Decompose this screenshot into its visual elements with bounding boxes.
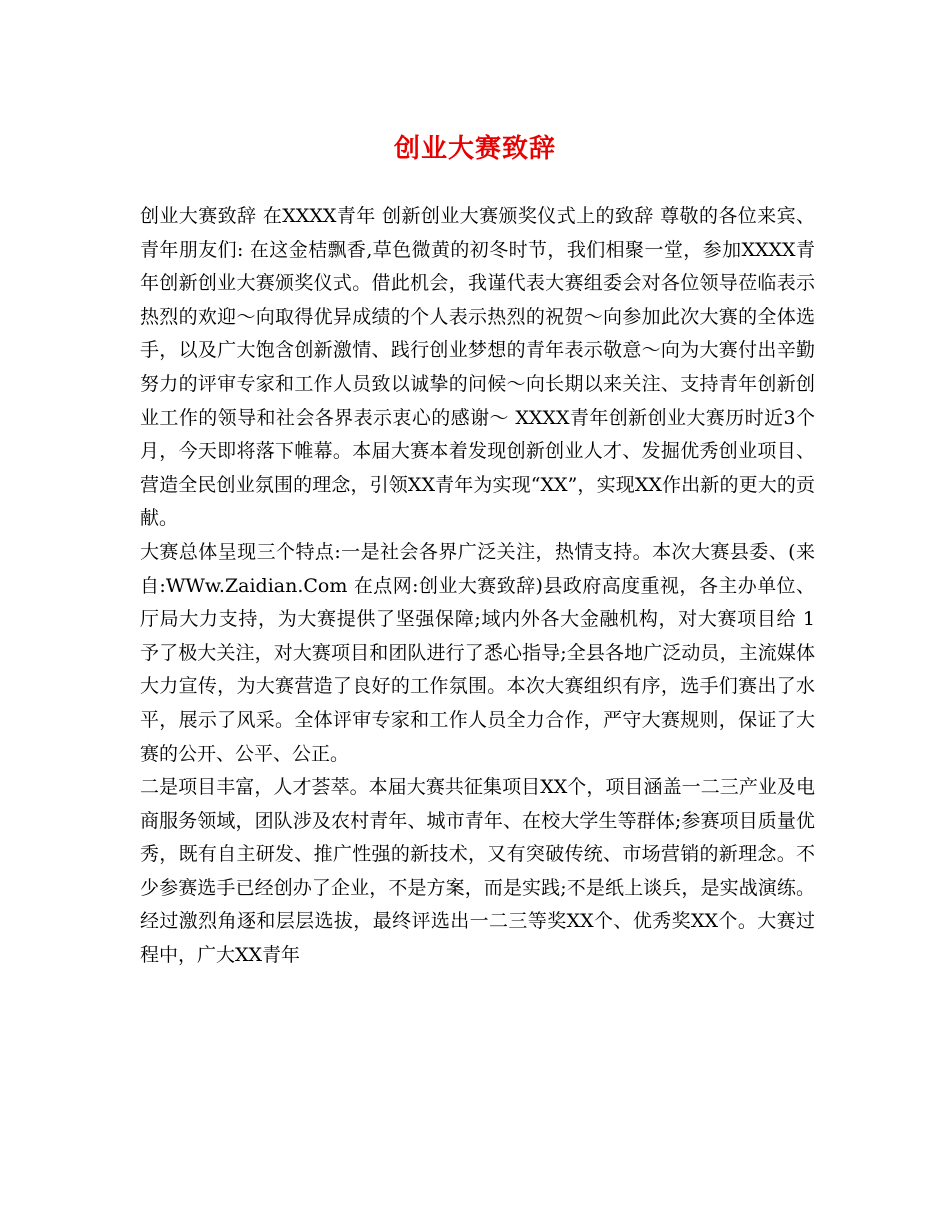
paragraph-1: 创业大赛致辞 在XXXX青年 创新创业大赛颁奖仪式上的致辞 尊敬的各位来宾、青年朋友们: 在这金桔飘香,草色微黄的初冬时节，我们相聚一堂，参加XXXX青年创新创业大赛颁奖仪式。借此机会，我谨代表大赛组委会对各位领导莅临表示热烈的欢迎～向取得优异成绩的个人表示热烈的祝贺～向参加此次大赛的全体选手，以及广大饱含创新激情、践行创业梦想的青年表示敬意～向为大赛付出辛勤努力的评审专家和工作人员致以诚挚的问候～向长期以来关注、支持青年创新创业工作的领导和社会各界表示衷心的感谢～ XXXX青年创新创业大赛历时近3个月，今天即将落下帷幕。本届大赛本着发现创新创业人才、发掘优秀创业项目、营造全民创业氛围的理念，引领XX青年为实现“XX”，实现XX作出新的更大的贡献。: [140, 205, 815, 530]
paragraph-3: 二是项目丰富，人才荟萃。本届大赛共征集项目XX个，项目涵盖一二三产业及电商服务领域，团队涉及农村青年、城市青年、在校大学生等群体;参赛项目质量优秀，既有自主研发、推广性强的新技术，又有突破传统、市场营销的新理念。不少参赛选手已经创办了企业，不是方案，而是实践;不是纸上谈兵，是实战演练。经过激烈角逐和层层选拔，最终评选出一二三等奖XX个、优秀奖XX个。大赛过程中，广大XX青年: [140, 776, 815, 967]
paragraph-2: 大赛总体呈现三个特点:一是社会各界广泛关注，热情支持。本次大赛县委、(来自:WWw.Zaidian.Com 在点网:创业大赛致辞)县政府高度重视，各主办单位、厅局大力支持，为大赛提供了坚强保障;域内外各大金融机构，对大赛项目给 1 予了极大关注，对大赛项目和团队进行了悉心指导;全县各地广泛动员，主流媒体大力宣传，为大赛营造了良好的工作氛围。本次大赛组织有序，选手们赛出了水平，展示了风采。全体评审专家和工作人员全力合作，严守大赛规则，保证了大 赛的公开、公平、公正。: [140, 540, 815, 765]
document-title: 创业大赛致辞: [393, 134, 556, 164]
document-body: [140, 200, 815, 973]
